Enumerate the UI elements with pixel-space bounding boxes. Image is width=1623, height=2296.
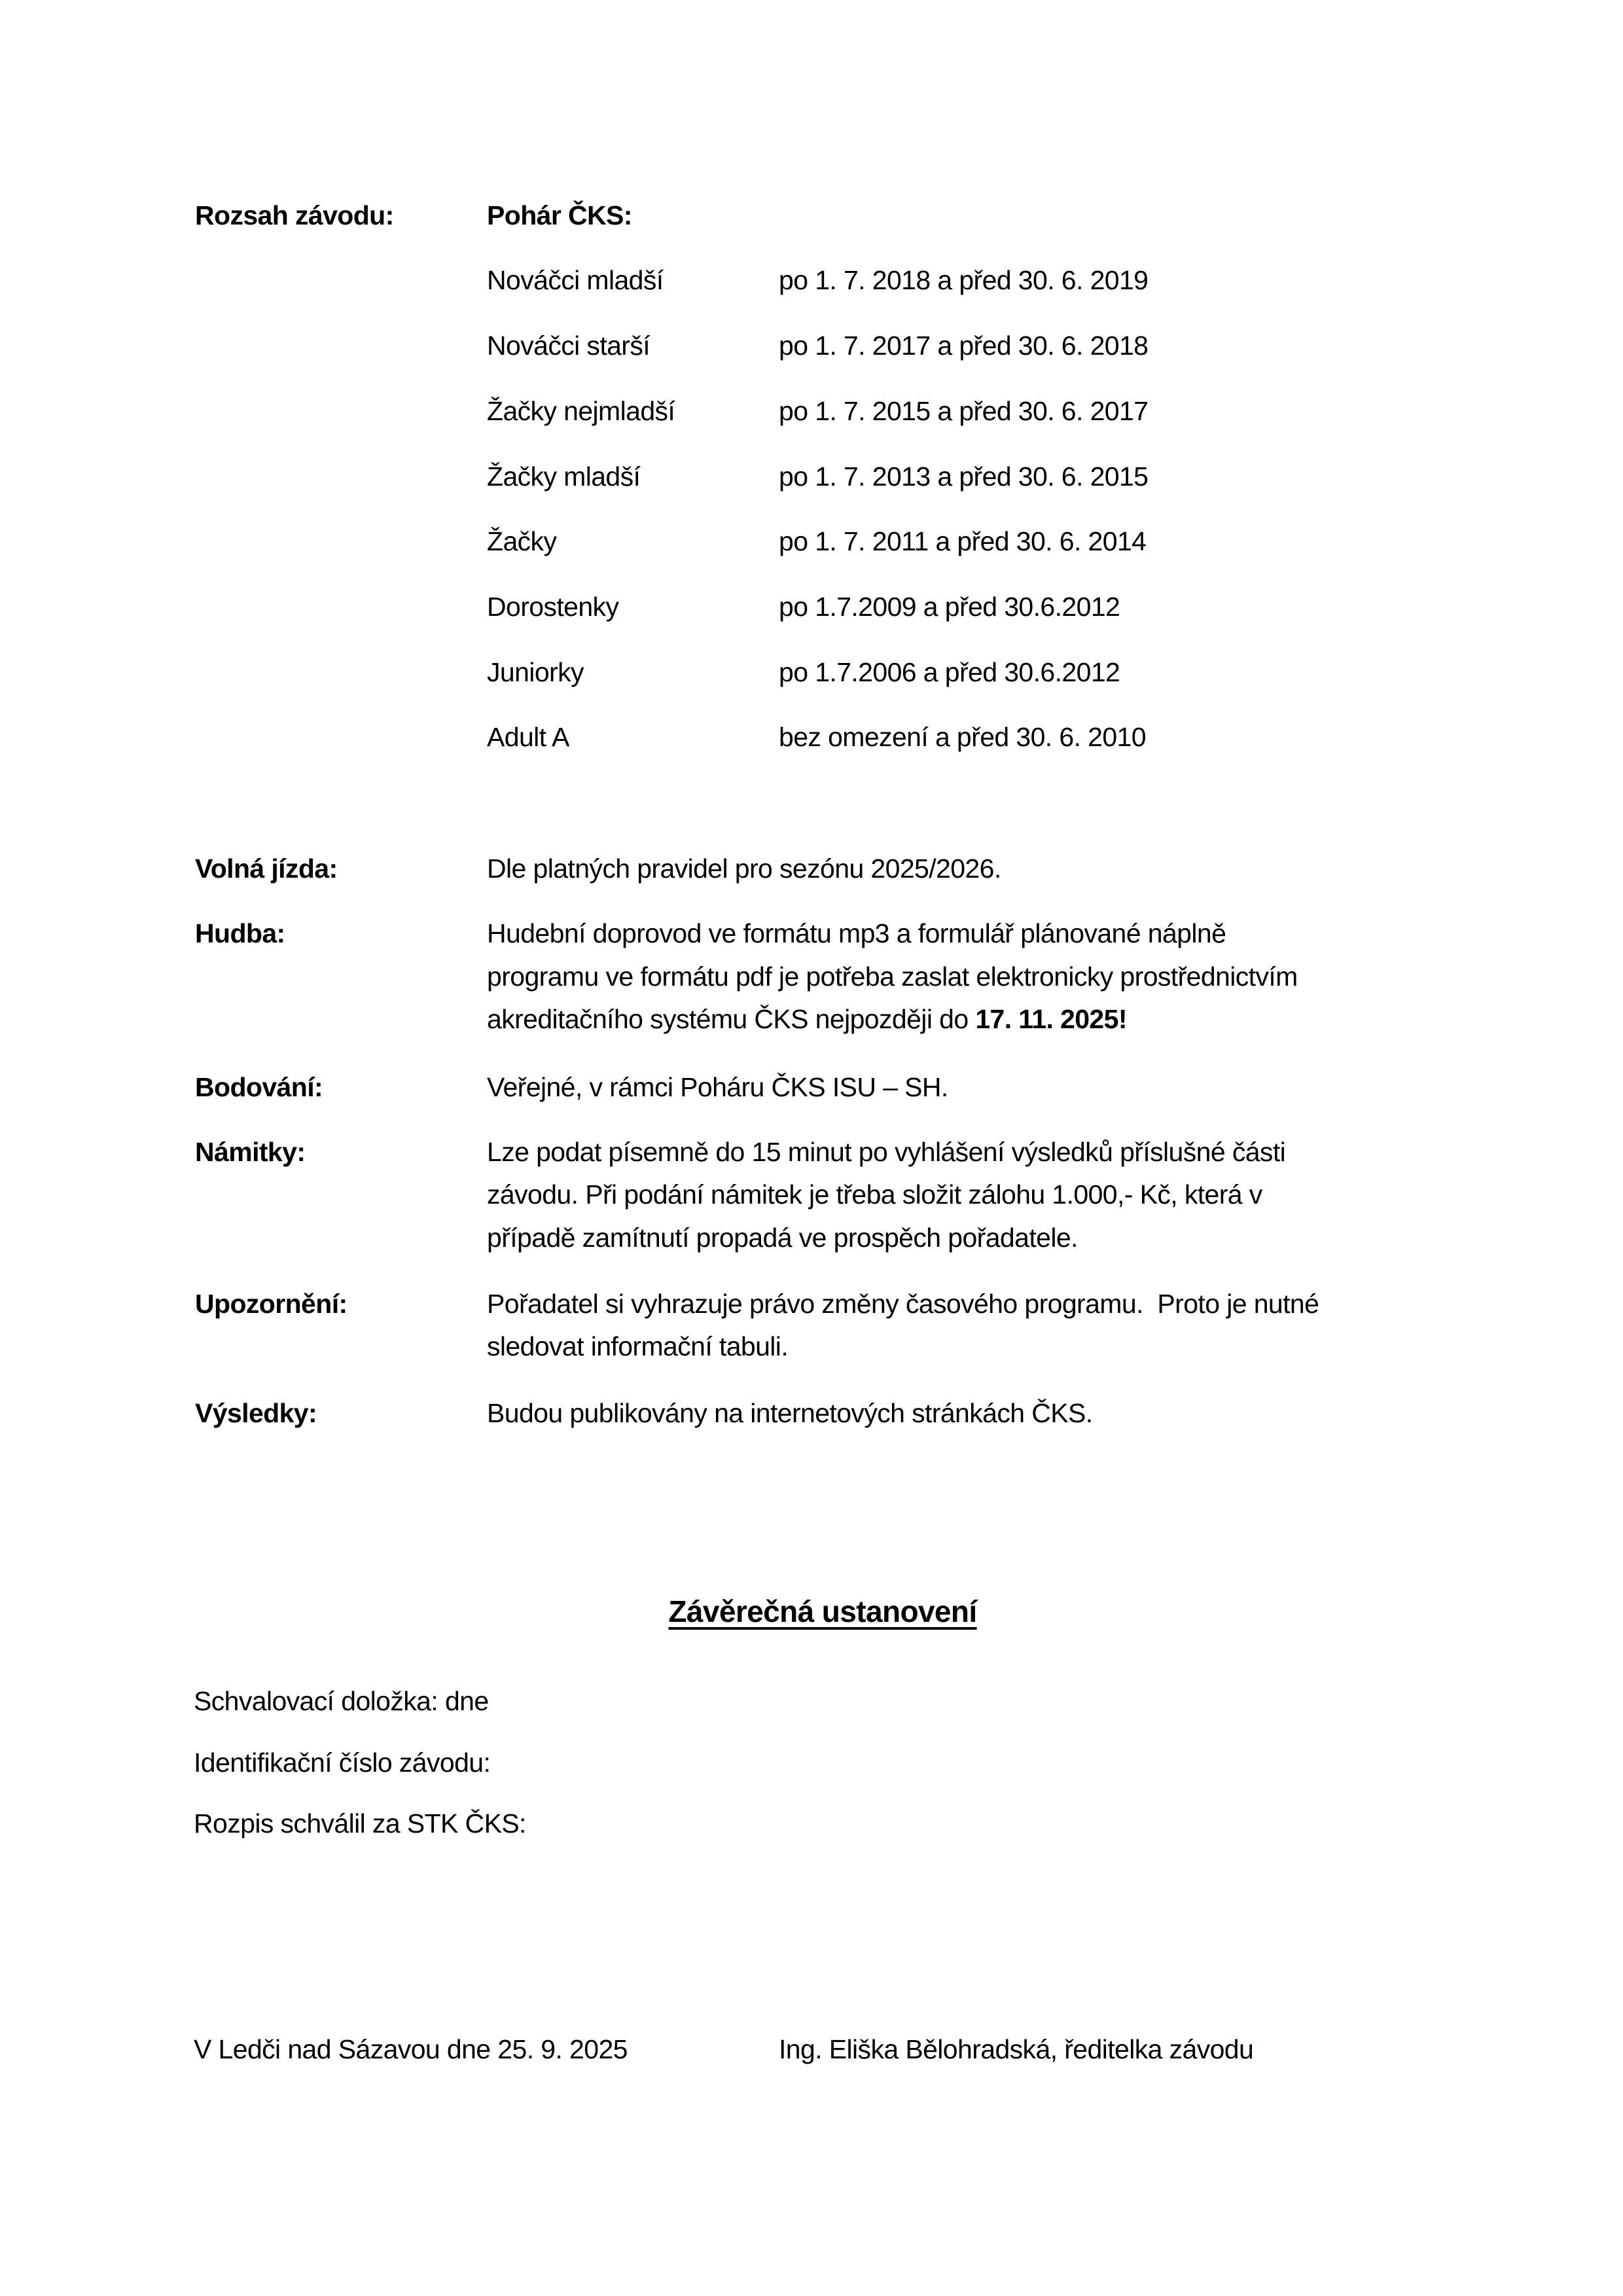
place-date: V Ledči nad Sázavou dne 25. 9. 2025: [194, 2034, 628, 2064]
hudba-text-line: Hudební doprovod ve formátu mp3 a formulář plánované náplně: [487, 918, 1226, 948]
category-range: po 1. 7. 2015 a před 30. 6. 2017: [779, 396, 1149, 426]
upozorneni-text-line: Pořadatel si vyhrazuje právo změny časového programu. Proto je nutné: [487, 1289, 1319, 1319]
category-name: Žačky mladší: [487, 461, 641, 492]
signature: Ing. Eliška Bělohradská, ředitelka závodu: [779, 2034, 1254, 2064]
race-id: Identifikační číslo závodu:: [194, 1748, 491, 1778]
category-name: Nováčci mladší: [487, 265, 664, 295]
category-range: po 1.7.2006 a před 30.6.2012: [779, 657, 1120, 687]
vysledky-text: Budou publikovány na internetových stránkách ČKS.: [487, 1398, 1093, 1428]
bodovani-text: Veřejné, v rámci Poháru ČKS ISU – SH.: [487, 1072, 948, 1102]
hudba-text-line: [487, 1003, 1127, 1035]
category-range: bez omezení a před 30. 6. 2010: [779, 722, 1146, 752]
category-range: po 1.7.2009 a před 30.6.2012: [779, 592, 1120, 622]
approval-clause: Schvalovací doložka: dne: [194, 1686, 489, 1716]
cup-title: Pohár ČKS:: [487, 200, 632, 230]
upozorneni-label: Upozornění:: [195, 1289, 348, 1319]
category-name: Dorostenky: [487, 592, 619, 622]
category-name: Adult A: [487, 722, 569, 752]
namitky-label: Námitky:: [195, 1137, 306, 1167]
bodovani-label: Bodování:: [195, 1072, 323, 1102]
hudba-text-line: programu ve formátu pdf je potřeba zaslat elektronicky prostřednictvím: [487, 961, 1298, 992]
hudba-label: Hudba:: [195, 918, 285, 948]
category-name: Žačky nejmladší: [487, 396, 675, 426]
approved-by: Rozpis schválil za STK ČKS:: [194, 1808, 526, 1839]
category-range: po 1. 7. 2013 a před 30. 6. 2015: [779, 461, 1149, 492]
category-name: Juniorky: [487, 657, 584, 687]
upozorneni-text-line: sledovat informační tabuli.: [487, 1331, 789, 1361]
category-name: Nováčci starší: [487, 331, 651, 361]
final-provisions-heading: Závěrečná ustanovení: [668, 1594, 977, 1628]
category-range: po 1. 7. 2018 a před 30. 6. 2019: [779, 265, 1149, 295]
rozsah-label: Rozsah závodu:: [195, 200, 394, 230]
category-name: Žačky: [487, 526, 557, 556]
namitky-text-line: Lze podat písemně do 15 minut po vyhlášení výsledků příslušné části: [487, 1137, 1286, 1167]
hudba-text: akreditačního systému ČKS nejpozději do: [487, 1004, 976, 1034]
category-range: po 1. 7. 2011 a před 30. 6. 2014: [779, 526, 1147, 556]
namitky-text-line: případě zamítnutí propadá ve prospěch pořadatele.: [487, 1223, 1078, 1253]
namitky-text-line: závodu. Při podání námitek je třeba složit zálohu 1.000,- Kč, která v: [487, 1179, 1262, 1210]
hudba-deadline: 17. 11. 2025!: [975, 1004, 1127, 1034]
volna-jizda-label: Volná jízda:: [195, 853, 338, 884]
category-range: po 1. 7. 2017 a před 30. 6. 2018: [779, 331, 1149, 361]
volna-jizda-text: Dle platných pravidel pro sezónu 2025/2026.: [487, 853, 1001, 884]
vysledky-label: Výsledky:: [195, 1398, 317, 1428]
